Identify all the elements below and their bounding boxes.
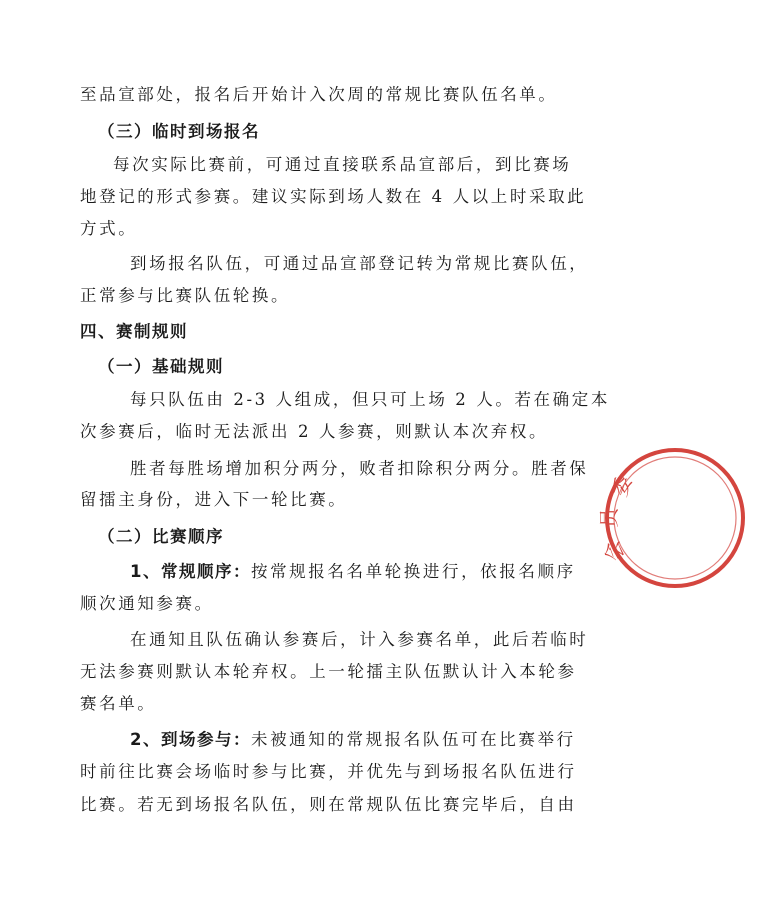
body-line: 无法参赛则默认本轮弃权。上一轮擂主队伍默认计入本轮参 — [80, 662, 577, 681]
section-heading: 四、赛制规则 — [80, 322, 188, 341]
lead-label: 2、到场参与： — [130, 730, 251, 749]
lead-label: 1、常规顺序： — [130, 562, 251, 581]
body-line: 在通知且队伍确认参赛后，计入参赛名单，此后若临时 — [130, 630, 589, 649]
subsection-heading: （二）比赛顺序 — [98, 527, 224, 546]
subsection-heading: （三）临时到场报名 — [98, 122, 260, 141]
body-line-with-lead — [130, 729, 770, 751]
body-line: 留擂主身份，进入下一轮比赛。 — [80, 490, 348, 509]
lead-text: 按常规报名名单轮换进行，依报名顺序 — [250, 562, 576, 581]
body-line: 每次实际比赛前，可通过直接联系品宣部后，到比赛场 — [113, 155, 572, 174]
body-line: 至品宣部处，报名后开始计入次周的常规比赛队伍名单。 — [80, 85, 558, 104]
body-line: 时前往比赛会场临时参与比赛，并优先与到场报名队伍进行 — [80, 762, 577, 781]
body-line: 次参赛后，临时无法派出 2 人参赛，则默认本次弃权。 — [80, 422, 549, 441]
svg-text:员: 员 — [597, 508, 621, 528]
body-line: 地登记的形式参赛。建议实际到场人数在 4 人以上时采取此 — [80, 187, 587, 206]
body-line: 比赛。若无到场报名队伍，则在常规队伍比赛完毕后，自由 — [80, 795, 577, 814]
svg-text:会: 会 — [599, 537, 629, 565]
subsection-heading: （一）基础规则 — [98, 357, 224, 376]
seal-stamp — [597, 428, 640, 608]
body-line-with-lead — [130, 561, 770, 583]
body-line: 正常参与比赛队伍轮换。 — [80, 286, 291, 305]
body-line: 顺次通知参赛。 — [80, 594, 214, 613]
svg-text:委: 委 — [607, 472, 637, 500]
lead-text: 未被通知的常规报名队伍可在比赛举行 — [250, 730, 576, 749]
seal-stamp-graphic — [597, 428, 640, 608]
body-line: 赛名单。 — [80, 694, 157, 713]
body-line: 每只队伍由 2-3 人组成，但只可上场 2 人。若在确定本 — [130, 390, 610, 409]
body-line: 方式。 — [80, 219, 138, 238]
body-line: 胜者每胜场增加积分两分，败者扣除积分两分。胜者保 — [130, 459, 589, 478]
body-line: 到场报名队伍，可通过品宣部登记转为常规比赛队伍， — [130, 254, 589, 273]
